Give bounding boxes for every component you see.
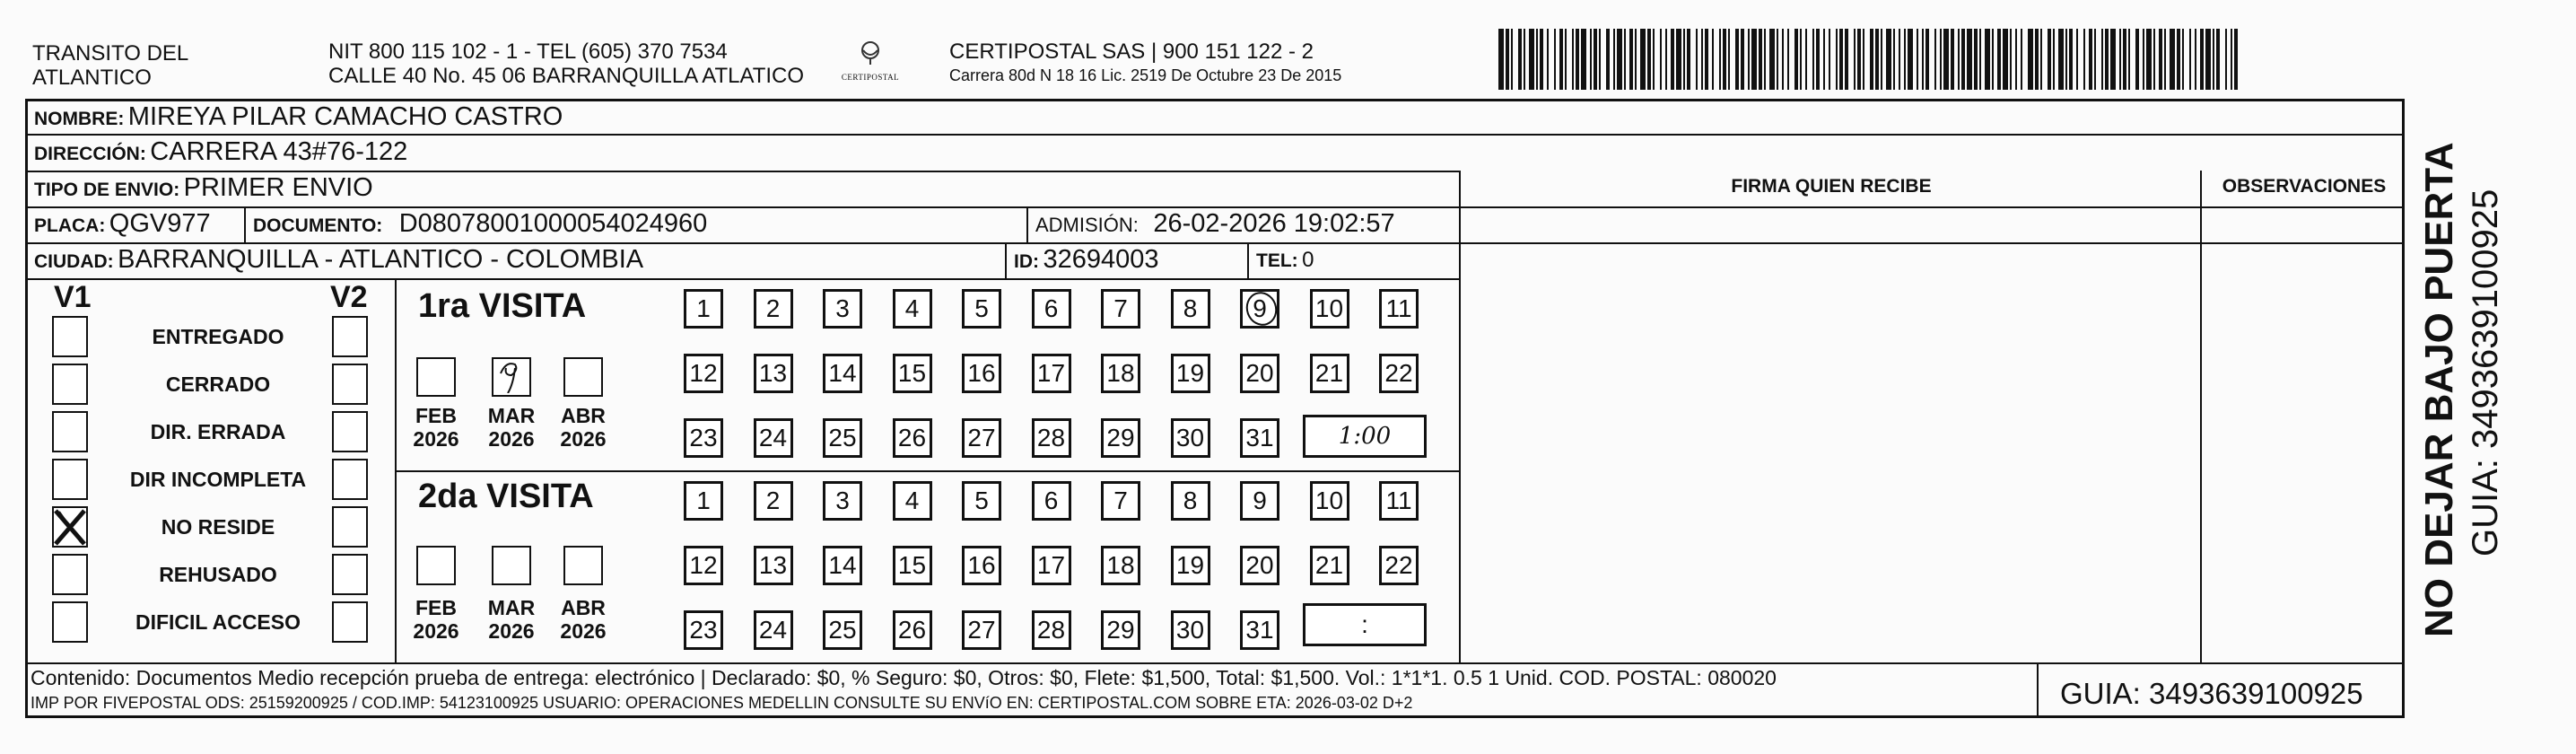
first-visit-time-field[interactable] — [1303, 415, 1427, 458]
tel-cell — [1256, 248, 1314, 273]
documento-value: D08078001000054024960 — [398, 209, 708, 238]
day-box-2[interactable]: 2 — [754, 289, 793, 329]
v2-dir-errada-checkbox[interactable] — [332, 411, 368, 452]
footer-guia: GUIA: 3493639100925 — [2060, 677, 2363, 710]
day-box-27[interactable]: 27 — [962, 610, 1001, 650]
second-visit-time-field[interactable] — [1303, 603, 1427, 646]
tipo-envio-row — [34, 173, 373, 203]
day-box-1[interactable]: 1 — [684, 289, 723, 329]
day-box-5[interactable]: 5 — [962, 481, 1001, 521]
company-line: CERTIPOSTAL SAS | 900 151 122 - 2 — [949, 39, 1314, 64]
logo-mark-icon — [855, 38, 886, 68]
day-box-8[interactable]: 8 — [1171, 481, 1210, 521]
nit-line: NIT 800 115 102 - 1 - TEL (605) 370 7534 — [328, 39, 728, 64]
v1-dificil-acceso-checkbox[interactable] — [52, 601, 88, 643]
day-box-16[interactable]: 16 — [962, 546, 1001, 585]
x-mark-icon — [54, 508, 86, 546]
second-visit-mar-checkbox[interactable] — [492, 546, 531, 585]
second-visit-mar: MAR 2026 — [487, 596, 536, 643]
first-visit-time-value: 1:00 — [1338, 423, 1392, 450]
day-box-22[interactable]: 22 — [1379, 546, 1419, 585]
day-box-17[interactable]: 17 — [1032, 354, 1071, 393]
day-box-24[interactable]: 24 — [754, 610, 793, 650]
day-box-4[interactable]: 4 — [893, 289, 932, 329]
day-box-21[interactable]: 21 — [1310, 354, 1349, 393]
day-box-11[interactable]: 11 — [1379, 481, 1419, 521]
day-box-20[interactable]: 20 — [1240, 354, 1279, 393]
documento-cell — [253, 209, 707, 239]
v1-entregado-checkbox[interactable] — [52, 316, 88, 357]
day-box-4[interactable]: 4 — [893, 481, 932, 521]
day-box-26[interactable]: 26 — [893, 418, 932, 458]
firma-header: FIRMA QUIEN RECIBE — [1731, 176, 1932, 197]
direccion-row — [34, 137, 407, 167]
first-visit-mar-checkbox[interactable] — [492, 357, 531, 397]
v2-dificil-acceso-checkbox[interactable] — [332, 601, 368, 643]
v2-no-reside-checkbox[interactable] — [332, 506, 368, 548]
id-value: 32694003 — [1043, 245, 1159, 274]
day-box-12[interactable]: 12 — [684, 546, 723, 585]
day-box-15[interactable]: 15 — [893, 354, 932, 393]
day-box-7[interactable]: 7 — [1101, 481, 1140, 521]
nombre-value: MIREYA PILAR CAMACHO CASTRO — [127, 102, 563, 131]
day-box-11[interactable]: 11 — [1379, 289, 1419, 329]
entity-name — [32, 41, 188, 90]
second-visit-feb: FEB 2026 — [413, 596, 459, 643]
day-box-13[interactable]: 13 — [754, 354, 793, 393]
ciudad-cell — [34, 245, 643, 275]
day-box-18[interactable]: 18 — [1101, 354, 1140, 393]
tipo-envio-value: PRIMER ENVIO — [183, 173, 373, 202]
entity-line-1: TRANSITO DEL — [32, 41, 189, 66]
tipo-envio-label: TIPO DE ENVIO: — [34, 180, 180, 200]
day-box-6[interactable]: 6 — [1032, 289, 1071, 329]
day-box-12[interactable]: 12 — [684, 354, 723, 393]
logo-text: CERTIPOSTAL — [841, 73, 900, 82]
first-visit-title: 1ra VISITA — [418, 287, 587, 325]
day-box-17[interactable]: 17 — [1032, 546, 1071, 585]
day-box-16[interactable]: 16 — [962, 354, 1001, 393]
barcode — [1498, 29, 2243, 90]
handwritten-check-icon — [492, 354, 531, 393]
day-box-31[interactable]: 31 — [1240, 418, 1279, 458]
day-box-14[interactable]: 14 — [823, 546, 862, 585]
day-box-9[interactable]: 9 — [1240, 481, 1279, 521]
v2-cerrado-checkbox[interactable] — [332, 364, 368, 405]
day-box-10[interactable]: 10 — [1310, 289, 1349, 329]
day-box-14[interactable]: 14 — [823, 354, 862, 393]
day-box-20[interactable]: 20 — [1240, 546, 1279, 585]
tel-value: 0 — [1302, 248, 1314, 272]
first-visit-mar: MAR 2026 — [487, 404, 536, 451]
footer-print-line: IMP POR FIVEPOSTAL ODS: 25159200925 / COD.IMP: 54123100925 USUARIO: OPERACIONES MEDELLIN CONSULTE SU ENVíO EN: CERTIPOSTAL.COM SOBRE ETA: 2026-03-02 D+2 — [31, 694, 1413, 712]
admision-cell — [1035, 209, 1395, 239]
day-box-24[interactable]: 24 — [754, 418, 793, 458]
tel-label: TEL: — [1256, 250, 1298, 271]
day-box-13[interactable]: 13 — [754, 546, 793, 585]
id-label: ID: — [1014, 251, 1039, 272]
first-visit-abr: ABR 2026 — [560, 404, 607, 451]
day-box-7[interactable]: 7 — [1101, 289, 1140, 329]
day-box-15[interactable]: 15 — [893, 546, 932, 585]
v2-rehusado-checkbox[interactable] — [332, 554, 368, 595]
second-visit-abr: ABR 2026 — [560, 596, 607, 643]
day-box-3[interactable]: 3 — [823, 481, 862, 521]
day-box-27[interactable]: 27 — [962, 418, 1001, 458]
direccion-label: DIRECCIÓN: — [34, 144, 146, 164]
reason-no-reside: NO RESIDE — [161, 515, 275, 539]
observaciones-header: OBSERVACIONES — [2222, 176, 2387, 197]
reason-entregado: ENTREGADO — [152, 325, 284, 348]
second-visit-abr-checkbox[interactable] — [563, 546, 603, 585]
placa-value: QGV977 — [109, 209, 211, 238]
documento-label: DOCUMENTO: — [253, 215, 383, 236]
day-box-9[interactable]: 9 — [1240, 289, 1279, 329]
ciudad-value: BARRANQUILLA - ATLANTICO - COLOMBIA — [118, 245, 644, 274]
day-box-25[interactable]: 25 — [823, 610, 862, 650]
entity-contact — [328, 39, 804, 88]
handwritten-circle-icon — [1242, 287, 1282, 329]
second-visit-feb-checkbox[interactable] — [416, 546, 456, 585]
day-box-21[interactable]: 21 — [1310, 546, 1349, 585]
v2-label: V2 — [330, 280, 368, 314]
company-info — [949, 39, 1341, 88]
license-line: Carrera 80d N 18 16 Lic. 2519 De Octubre 23 De 2015 — [949, 66, 1342, 84]
ciudad-label: CIUDAD: — [34, 251, 114, 272]
v1-cerrado-checkbox[interactable] — [52, 364, 88, 405]
day-box-30[interactable]: 30 — [1171, 610, 1210, 650]
id-cell — [1014, 245, 1158, 275]
side-guia: GUIA: 3493639100925 — [2466, 188, 2505, 557]
v1-label: V1 — [54, 280, 92, 314]
placa-label: PLACA: — [34, 215, 106, 236]
v1-no-reside-checkbox[interactable] — [52, 506, 88, 548]
day-box-29[interactable]: 29 — [1101, 610, 1140, 650]
day-box-30[interactable]: 30 — [1171, 418, 1210, 458]
first-visit-feb-checkbox[interactable] — [416, 357, 456, 397]
v1-rehusado-checkbox[interactable] — [52, 554, 88, 595]
nombre-row — [34, 102, 563, 132]
reason-rehusado: REHUSADO — [159, 563, 277, 586]
day-box-6[interactable]: 6 — [1032, 481, 1071, 521]
admision-label: ADMISIÓN: — [1035, 214, 1139, 236]
reason-dificil-acceso: DIFICIL ACCESO — [135, 610, 301, 634]
day-box-18[interactable]: 18 — [1101, 546, 1140, 585]
placa-cell — [34, 209, 211, 239]
nombre-label: NOMBRE: — [34, 109, 125, 129]
day-box-1[interactable]: 1 — [684, 481, 723, 521]
v2-entregado-checkbox[interactable] — [332, 316, 368, 357]
reason-dir-errada: DIR. ERRADA — [150, 420, 286, 443]
day-box-25[interactable]: 25 — [823, 418, 862, 458]
side-warning: NO DEJAR BAJO PUERTA — [2417, 142, 2461, 637]
certipostal-logo — [834, 38, 906, 82]
day-box-26[interactable]: 26 — [893, 610, 932, 650]
day-box-19[interactable]: 19 — [1171, 354, 1210, 393]
day-box-2[interactable]: 2 — [754, 481, 793, 521]
second-visit-title: 2da VISITA — [418, 478, 594, 515]
day-box-10[interactable]: 10 — [1310, 481, 1349, 521]
first-visit-feb: FEB 2026 — [413, 404, 459, 451]
direccion-value: CARRERA 43#76-122 — [150, 137, 408, 166]
address-line: CALLE 40 No. 45 06 BARRANQUILLA ATLATICO — [328, 64, 805, 88]
day-box-19[interactable]: 19 — [1171, 546, 1210, 585]
v1-dir-errada-checkbox[interactable] — [52, 411, 88, 452]
second-visit-time-value: : — [1361, 610, 1368, 638]
reason-dir-incompleta: DIR INCOMPLETA — [129, 468, 307, 491]
reason-cerrado: CERRADO — [165, 373, 271, 396]
day-box-31[interactable]: 31 — [1240, 610, 1279, 650]
day-box-29[interactable]: 29 — [1101, 418, 1140, 458]
entity-line-2: ATLANTICO — [32, 66, 152, 90]
admision-value: 26-02-2026 19:02:57 — [1153, 209, 1395, 238]
v1-dir-incompleta-checkbox[interactable] — [52, 459, 88, 500]
day-box-23[interactable]: 23 — [684, 418, 723, 458]
day-box-28[interactable]: 28 — [1032, 418, 1071, 458]
day-box-28[interactable]: 28 — [1032, 610, 1071, 650]
day-box-22[interactable]: 22 — [1379, 354, 1419, 393]
day-box-8[interactable]: 8 — [1171, 289, 1210, 329]
footer-content-line: Contenido: Documentos Medio recepción prueba de entrega: electrónico | Declarado: $0, % Seguro: $0, Otros: $0, Flete: $1,500, Total: $1,500. Vol.: 1*1*1. 0.5 1 Unid. COD. POSTAL: 080020 — [31, 666, 1777, 689]
day-box-5[interactable]: 5 — [962, 289, 1001, 329]
day-box-23[interactable]: 23 — [684, 610, 723, 650]
v2-dir-incompleta-checkbox[interactable] — [332, 459, 368, 500]
day-box-3[interactable]: 3 — [823, 289, 862, 329]
first-visit-abr-checkbox[interactable] — [563, 357, 603, 397]
